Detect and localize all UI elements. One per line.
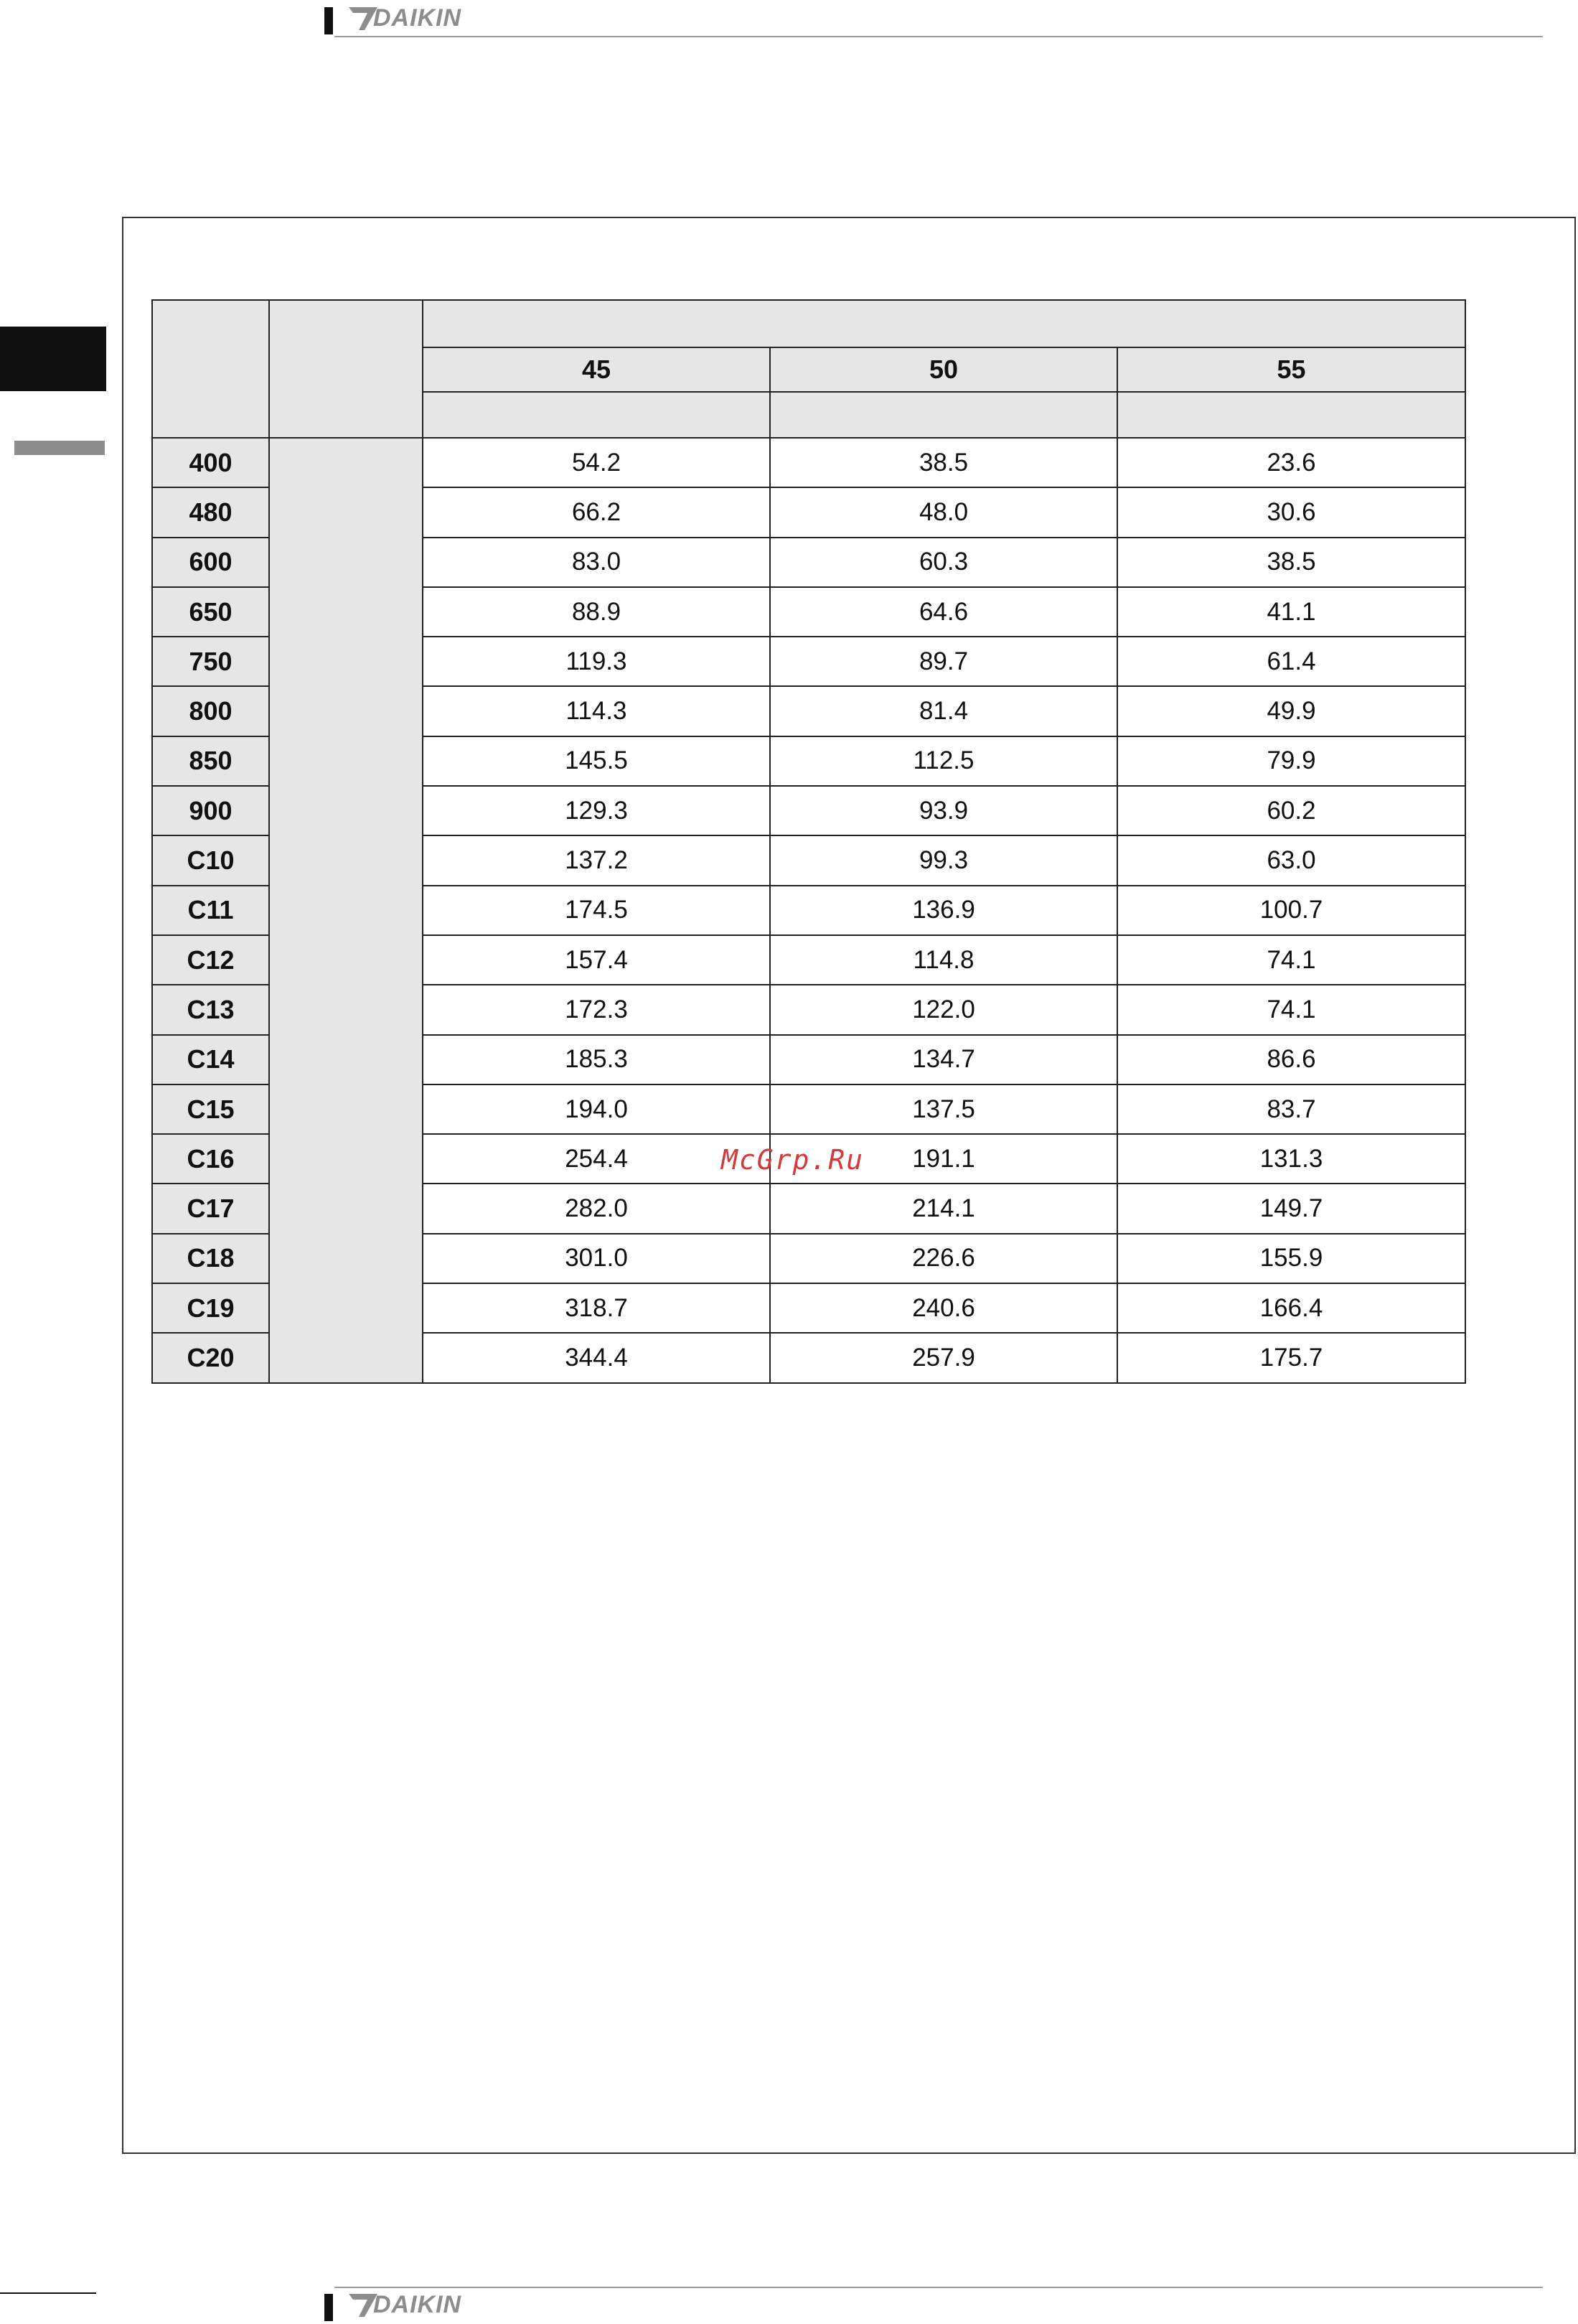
value-cell: 64.6 (770, 587, 1117, 637)
value-cell: 114.8 (770, 935, 1117, 985)
value-cell: 137.5 (770, 1084, 1117, 1134)
model-cell: C12 (152, 935, 269, 985)
model-cell: 750 (152, 637, 269, 686)
value-cell: 38.5 (1117, 538, 1465, 587)
unit-column (269, 438, 423, 1383)
value-cell: 30.6 (1117, 487, 1465, 537)
footer-bar (324, 2294, 333, 2321)
value-cell: 157.4 (423, 935, 770, 985)
value-cell: 131.3 (1117, 1134, 1465, 1184)
value-cell: 174.5 (423, 886, 770, 935)
model-cell: 400 (152, 438, 269, 487)
header-bar (324, 7, 333, 34)
value-cell: 257.9 (770, 1333, 1117, 1382)
value-cell: 114.3 (423, 686, 770, 736)
model-cell: 600 (152, 538, 269, 587)
column-header: 50 (770, 347, 1117, 392)
value-cell: 136.9 (770, 886, 1117, 935)
value-cell: 301.0 (423, 1234, 770, 1283)
model-cell: C20 (152, 1333, 269, 1382)
value-cell: 99.3 (770, 835, 1117, 885)
value-cell: 166.4 (1117, 1283, 1465, 1333)
model-cell: C18 (152, 1234, 269, 1283)
value-cell: 172.3 (423, 985, 770, 1034)
value-cell: 129.3 (423, 786, 770, 835)
header-rule (334, 36, 1543, 37)
value-cell: 38.5 (770, 438, 1117, 487)
model-cell: 850 (152, 736, 269, 786)
value-cell: 83.7 (1117, 1084, 1465, 1134)
brand-name: DAIKIN (373, 4, 462, 32)
value-cell: 81.4 (770, 686, 1117, 736)
value-cell: 74.1 (1117, 985, 1465, 1034)
value-cell: 41.1 (1117, 587, 1465, 637)
subheader-cell (770, 392, 1117, 438)
model-cell: 480 (152, 487, 269, 537)
value-cell: 137.2 (423, 835, 770, 885)
value-cell: 282.0 (423, 1184, 770, 1233)
value-cell: 89.7 (770, 637, 1117, 686)
footer-rule (334, 2287, 1543, 2288)
brand-name: DAIKIN (373, 2291, 462, 2318)
value-cell: 60.2 (1117, 786, 1465, 835)
value-cell: 54.2 (423, 438, 770, 487)
data-table (151, 299, 1466, 1384)
model-cell: 900 (152, 786, 269, 835)
value-cell: 149.7 (1117, 1184, 1465, 1233)
value-cell: 122.0 (770, 985, 1117, 1034)
table-body (152, 438, 1465, 1383)
value-cell: 86.6 (1117, 1035, 1465, 1084)
value-cell: 145.5 (423, 736, 770, 786)
value-cell: 66.2 (423, 487, 770, 537)
model-cell: 650 (152, 587, 269, 637)
value-cell: 240.6 (770, 1283, 1117, 1333)
value-cell: 194.0 (423, 1084, 770, 1134)
value-cell: 112.5 (770, 736, 1117, 786)
value-cell: 49.9 (1117, 686, 1465, 736)
value-cell: 214.1 (770, 1184, 1117, 1233)
watermark: McGrp.Ru (721, 1144, 865, 1176)
value-cell: 344.4 (423, 1333, 770, 1382)
value-cell: 254.4 (423, 1134, 770, 1184)
value-cell: 88.9 (423, 587, 770, 637)
value-cell: 175.7 (1117, 1333, 1465, 1382)
model-cell: C13 (152, 985, 269, 1034)
section-marker (14, 441, 105, 455)
value-cell: 155.9 (1117, 1234, 1465, 1283)
value-cell: 134.7 (770, 1035, 1117, 1084)
model-cell: C16 (152, 1134, 269, 1184)
unit-header (269, 300, 423, 438)
value-cell: 191.1 (770, 1134, 1117, 1184)
value-cell: 119.3 (423, 637, 770, 686)
subheader-cell (423, 392, 770, 438)
value-cell: 63.0 (1117, 835, 1465, 885)
value-cell: 83.0 (423, 538, 770, 587)
model-cell: C10 (152, 835, 269, 885)
model-cell: C15 (152, 1084, 269, 1134)
value-cell: 74.1 (1117, 935, 1465, 985)
group-header (423, 300, 1465, 347)
value-cell: 185.3 (423, 1035, 770, 1084)
table-row (152, 438, 1465, 487)
column-header: 45 (423, 347, 770, 392)
model-cell: C14 (152, 1035, 269, 1084)
value-cell: 318.7 (423, 1283, 770, 1333)
chapter-tab (0, 327, 106, 391)
value-cell: 60.3 (770, 538, 1117, 587)
value-cell: 100.7 (1117, 886, 1465, 935)
model-cell: C17 (152, 1184, 269, 1233)
model-cell: C19 (152, 1283, 269, 1333)
value-cell: 61.4 (1117, 637, 1465, 686)
value-cell: 79.9 (1117, 736, 1465, 786)
value-cell: 226.6 (770, 1234, 1117, 1283)
value-cell: 48.0 (770, 487, 1117, 537)
model-cell: C11 (152, 886, 269, 935)
value-cell: 93.9 (770, 786, 1117, 835)
footer-left-rule (0, 2292, 96, 2294)
model-header (152, 300, 269, 438)
value-cell: 23.6 (1117, 438, 1465, 487)
column-header: 55 (1117, 347, 1465, 392)
model-cell: 800 (152, 686, 269, 736)
subheader-cell (1117, 392, 1465, 438)
